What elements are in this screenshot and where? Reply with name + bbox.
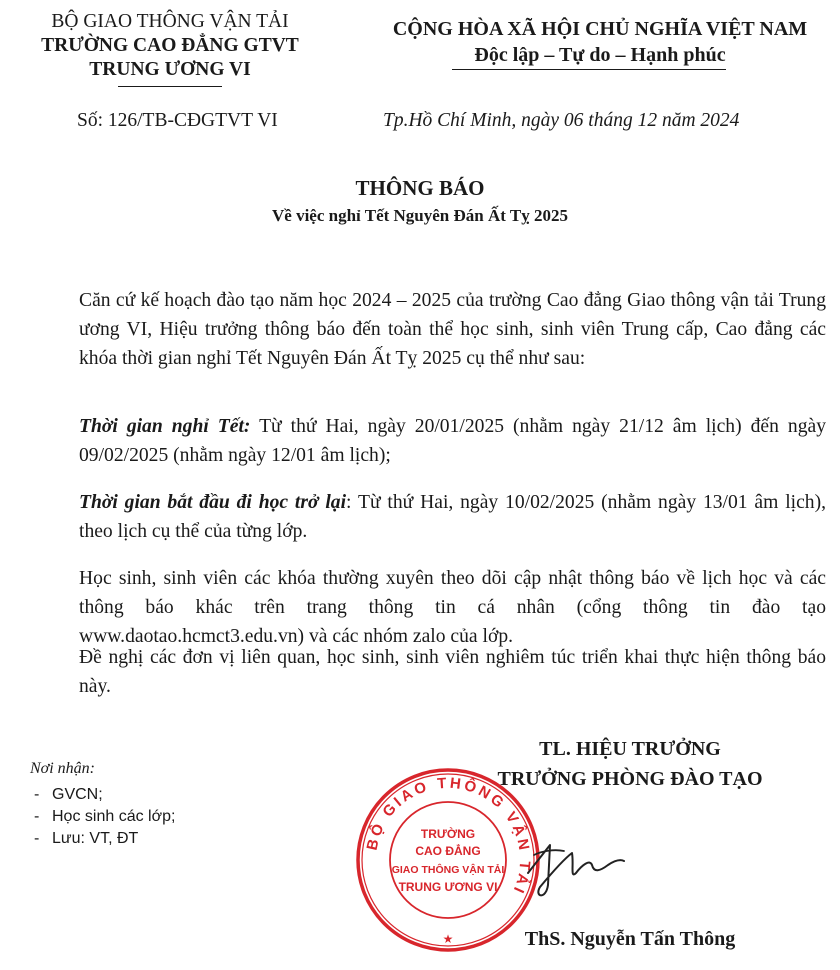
agency-underline [118,86,222,87]
paragraph-text: Căn cứ kế hoạch đào tạo năm học 2024 – 2025 của trường Cao đẳng Giao thông vận tải Trung ương VI, Hiệu trưởng thông báo đến toàn thể học sinh, sinh viên Trung cấp, Cao đẳng các khóa thời gian nghỉ Tết Nguyên Đán Ất Tỵ 2025 cụ thể như sau: [79,290,826,369]
position-line: TRƯỞNG PHÒNG ĐÀO TẠO [497,768,763,790]
seal-star-icon: ★ [442,932,454,946]
signer-name: ThS. Nguyễn Tấn Thông [524,928,736,950]
issuing-agency [20,10,320,82]
handwritten-signature [520,825,630,905]
document-title: THÔNG BÁO [355,176,485,200]
seal-line-1: TRƯỜNG [420,827,476,841]
recipient-item: - GVCN; [30,784,175,806]
motto-underline [452,69,726,70]
recipients-list [30,784,175,850]
body-paragraph-request [79,643,826,701]
official-seal [353,765,543,955]
recipients-label: Nơi nhận: [30,760,95,777]
national-motto: Độc lập – Tự do – Hạnh phúc [474,44,726,66]
seal-outer-text: BỘ GIAO THÔNG VẬN TẢI [363,774,534,898]
return-text: : Từ thứ Hai, ngày 10/02/2025 (nhằm ngày 13/01 âm lịch), theo lịch cụ thể của từng lớp. [79,492,826,542]
body-paragraph-updates [79,564,826,651]
recipient-item: - Lưu: VT, ĐT [30,828,175,850]
recipient-item: - Học sinh các lớp; [30,806,175,828]
paragraph-text: Đề nghị các đơn vị liên quan, học sinh, sinh viên nghiêm túc triển khai thực hiện thông báo này. [79,647,826,697]
body-paragraph-return [79,488,826,546]
place-date: Tp.Hồ Chí Minh, ngày 06 tháng 12 năm 2024 [383,110,740,131]
document-subtitle: Về việc nghỉ Tết Nguyên Đán Ất Tỵ 2025 [272,206,568,225]
national-header [360,16,840,68]
school-name: TRƯỜNG CAO ĐẲNG GTVT [41,35,299,56]
seal-line-3: GIAO THÔNG VẬN TẢI [391,864,505,876]
body-paragraph-holiday [79,412,826,470]
body-paragraph-basis [79,286,826,373]
holiday-label: Thời gian nghỉ Tết: [79,416,251,437]
return-label: Thời gian bắt đầu đi học trở lại [79,492,347,513]
ministry-name: BỘ GIAO THÔNG VẬN TẢI [51,11,289,32]
seal-line-2: CAO ĐẲNG [415,844,481,858]
holiday-text: Từ thứ Hai, ngày 20/01/2025 (nhằm ngày 21/12 âm lịch) đến ngày 09/02/2025 (nhằm ngày 12/01 âm lịch); [79,416,826,466]
authority-line: TL. HIỆU TRƯỞNG [539,738,721,760]
paragraph-text: Học sinh, sinh viên các khóa thường xuyên theo dõi cập nhật thông báo về lịch học và các thông báo khác trên trang thông tin cá nhân (cổng thông tin đào tạo www.daotao.hcmct3.edu.vn) và các nhóm zalo của lớp. [79,568,826,647]
document-number: Số: 126/TB-CĐGTVT VI [77,110,278,131]
country-name: CỘNG HÒA XÃ HỘI CHỦ NGHĨA VIỆT NAM [392,18,808,40]
seal-line-4: TRUNG ƯƠNG VI [398,880,498,894]
school-name-line2: TRUNG ƯƠNG VI [89,59,251,80]
